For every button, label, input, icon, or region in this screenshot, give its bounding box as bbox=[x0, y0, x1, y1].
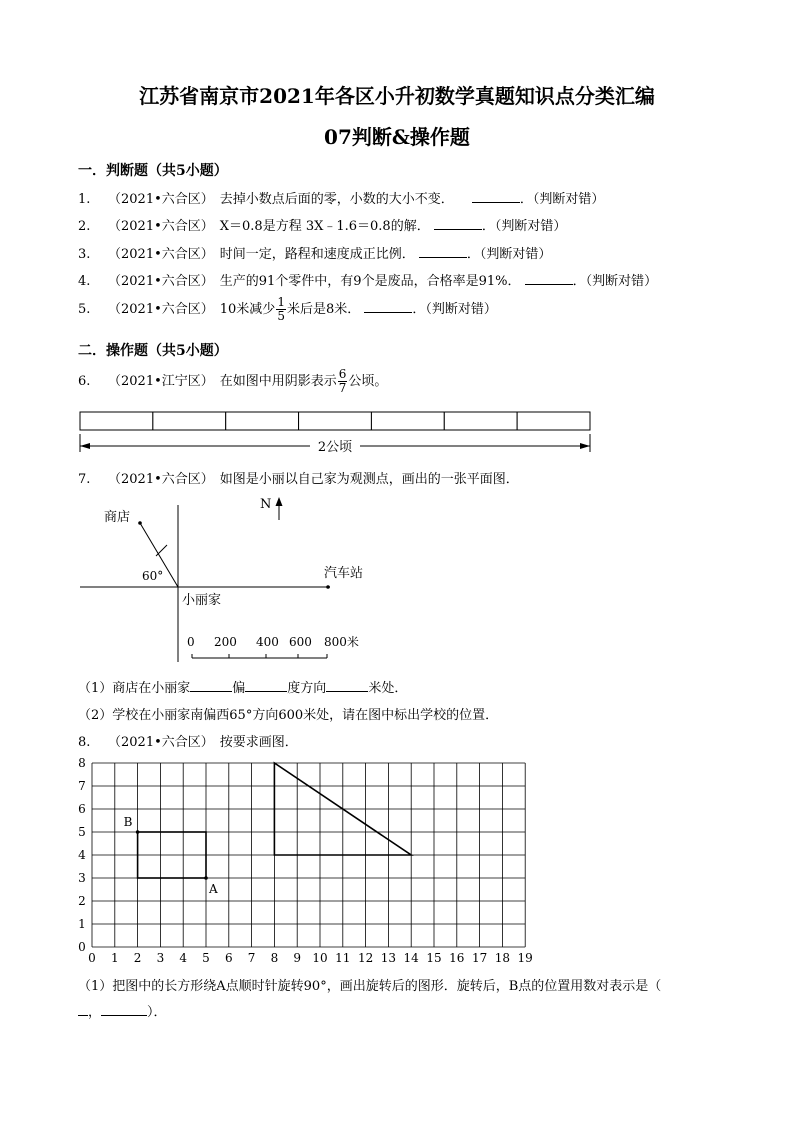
q5-frac-denominator: 5 bbox=[277, 309, 285, 323]
q8-x-label: 3 bbox=[156, 951, 165, 965]
q4-tail: ．（判断对错） bbox=[572, 274, 658, 289]
q8-y-label: 1 bbox=[78, 917, 86, 931]
q6-frac-numerator: 6 bbox=[338, 367, 347, 381]
q8-sub1-text-c: ）． bbox=[147, 1005, 167, 1020]
q6-bar-segment[interactable] bbox=[153, 412, 226, 430]
q8-y-label: 0 bbox=[78, 940, 86, 954]
q7-angle-label: 60° bbox=[142, 569, 164, 583]
question-6 bbox=[78, 368, 387, 395]
q7-sub1-blank-degree[interactable] bbox=[326, 679, 368, 692]
question-7 bbox=[78, 468, 519, 487]
q6-bar-segment[interactable] bbox=[80, 412, 153, 430]
q7-number: 7. bbox=[78, 472, 91, 487]
q7-home-label: 小丽家 bbox=[182, 593, 222, 608]
question-1 bbox=[78, 188, 604, 207]
q8-y-label: 5 bbox=[78, 825, 86, 839]
q8-x-label: 6 bbox=[224, 951, 233, 965]
q7-sub1-text-c: 度方向 bbox=[287, 681, 327, 696]
q6-source: （2021•江宁区） bbox=[108, 374, 214, 389]
q7-bus-point[interactable] bbox=[326, 585, 330, 589]
q5-text-a: 10米减少 bbox=[219, 302, 276, 317]
q8-text: 按要求画图． bbox=[219, 735, 298, 750]
q3-number: 3. bbox=[78, 247, 91, 262]
q7-scale-label: 0 bbox=[187, 635, 195, 649]
q8-x-label: 8 bbox=[270, 951, 279, 965]
q4-number: 4. bbox=[78, 274, 91, 289]
title-line2: 07判断&操作题 bbox=[324, 125, 470, 149]
q6-bar-label: 2公顷 bbox=[317, 440, 353, 455]
q7-sub1-text-b: 偏 bbox=[232, 681, 246, 696]
q5-source: （2021•六合区） bbox=[108, 302, 214, 317]
q1-tail: ．（判断对错） bbox=[519, 192, 605, 207]
q8-sub1-blank-y[interactable] bbox=[101, 1003, 147, 1016]
q1-answer-blank[interactable] bbox=[472, 190, 520, 203]
q3-text: 时间一定，路程和速度成正比例． bbox=[219, 247, 415, 262]
q8-point-b-label: B bbox=[123, 815, 133, 829]
q5-tail: ．（判断对错） bbox=[412, 302, 497, 317]
q7-angle-mark bbox=[156, 545, 167, 556]
q8-sub1-text-a: （1）把图中的长方形绕A点顺时针旋转90°，画出旋转后的图形．旋转后，B点的位置用数对表示是（ bbox=[78, 979, 662, 994]
q6-bar[interactable] bbox=[80, 412, 590, 430]
q6-text-b: 公顷。 bbox=[348, 374, 388, 389]
q8-y-label: 4 bbox=[78, 848, 86, 862]
question-8 bbox=[78, 731, 298, 750]
q2-tail: ．（判断对错） bbox=[481, 219, 567, 234]
q7-shop-point[interactable] bbox=[138, 521, 142, 525]
q5-text-b: 米后是8米． bbox=[286, 302, 361, 317]
q7-scale-label: 800米 bbox=[324, 635, 359, 649]
q2-answer-blank[interactable] bbox=[434, 217, 482, 230]
q2-source: （2021•六合区） bbox=[108, 219, 214, 234]
q7-scale-ticks bbox=[192, 654, 327, 658]
q7-north-label: N bbox=[260, 497, 272, 512]
question-4 bbox=[78, 270, 657, 289]
q3-tail: ．（判断对错） bbox=[466, 247, 552, 262]
q8-number: 8. bbox=[78, 735, 91, 750]
q6-bar-segment[interactable] bbox=[371, 412, 444, 430]
q8-x-label: 5 bbox=[202, 951, 210, 965]
q8-point-a-label: A bbox=[209, 882, 218, 896]
q8-x-label: 4 bbox=[179, 951, 188, 965]
q8-y-label: 7 bbox=[78, 779, 86, 793]
q7-shop-label: 商店 bbox=[104, 510, 131, 525]
q6-fraction bbox=[338, 368, 348, 395]
q2-text: X＝0.8是方程 3X﹣1.6＝0.8的解． bbox=[219, 219, 430, 234]
q8-sub1-text-b: ， bbox=[88, 1005, 102, 1020]
q7-subquestion-2: （2）学校在小丽家南偏西65°方向600米处，请在图中标出学校的位置． bbox=[78, 708, 499, 723]
q1-number: 1. bbox=[78, 192, 91, 207]
q7-source: （2021•六合区） bbox=[108, 472, 214, 487]
q8-y-label: 6 bbox=[78, 802, 86, 816]
q8-x-label: 2 bbox=[133, 951, 142, 965]
q7-sub1-text-d: 米处． bbox=[368, 681, 408, 696]
q8-subquestion-1-cont bbox=[78, 1001, 167, 1020]
q7-sub1-blank-side[interactable] bbox=[245, 679, 287, 692]
q6-number: 6. bbox=[78, 374, 91, 389]
q3-source: （2021•六合区） bbox=[108, 247, 214, 262]
q4-text: 生产的91个零件中，有9个是废品，合格率是91%． bbox=[219, 274, 521, 289]
q8-point-a[interactable] bbox=[204, 876, 208, 880]
q8-grid-figure bbox=[70, 755, 540, 967]
q8-subquestion-1 bbox=[78, 975, 661, 994]
q5-number: 5. bbox=[78, 302, 91, 317]
q7-scale-label: 200 bbox=[214, 635, 237, 649]
q8-x-label: 19 bbox=[517, 951, 533, 965]
q8-x-label: 15 bbox=[426, 951, 442, 965]
q8-x-label: 0 bbox=[88, 951, 96, 965]
q7-bus-label: 汽车站 bbox=[324, 566, 364, 581]
q6-bar-segment[interactable] bbox=[444, 412, 517, 430]
q3-answer-blank[interactable] bbox=[419, 245, 467, 258]
q8-x-label: 13 bbox=[380, 951, 397, 965]
q7-subquestion-1 bbox=[78, 677, 407, 696]
q5-fraction bbox=[276, 296, 286, 323]
section2-heading: 二．操作题（共5小题） bbox=[78, 343, 228, 359]
q8-x-label: 14 bbox=[403, 951, 419, 965]
q6-frac-denominator: 7 bbox=[338, 381, 347, 395]
q8-point-b[interactable] bbox=[136, 830, 140, 834]
q8-y-label: 3 bbox=[78, 871, 86, 885]
q6-bar-segment[interactable] bbox=[299, 412, 372, 430]
q8-y-label: 2 bbox=[78, 894, 86, 908]
q8-x-label: 10 bbox=[312, 951, 328, 965]
q1-text: 去掉小数点后面的零，小数的大小不变． bbox=[219, 192, 454, 207]
q2-number: 2. bbox=[78, 219, 91, 234]
q6-arrow-right bbox=[580, 443, 590, 449]
q6-text-a: 在如图中用阴影表示 bbox=[219, 374, 337, 389]
q6-arrow-left bbox=[80, 443, 90, 449]
q8-x-label: 17 bbox=[471, 951, 488, 965]
q8-source: （2021•六合区） bbox=[108, 735, 214, 750]
q7-text: 如图是小丽以自己家为观测点，画出的一张平面图． bbox=[219, 472, 519, 487]
q8-sub1-blank-x[interactable] bbox=[78, 1003, 88, 1016]
q7-sub1-blank-direction[interactable] bbox=[190, 679, 232, 692]
q8-y-label: 8 bbox=[78, 756, 86, 770]
q8-x-label: 9 bbox=[293, 951, 302, 965]
q7-scale-label: 400 bbox=[256, 635, 279, 649]
title-line1: 江苏省南京市2021年各区小升初数学真题知识点分类汇编 bbox=[139, 84, 655, 108]
question-2 bbox=[78, 215, 566, 234]
q8-shapes bbox=[124, 763, 412, 896]
question-5 bbox=[78, 296, 497, 323]
q5-answer-blank[interactable] bbox=[364, 300, 412, 313]
q1-source: （2021•六合区） bbox=[108, 192, 214, 207]
q8-grid bbox=[78, 756, 533, 965]
q7-sub1-text-a: （1）商店在小丽家 bbox=[78, 681, 191, 696]
q7-north-arrow-icon bbox=[276, 497, 283, 506]
q7-map bbox=[70, 490, 390, 670]
q7-scale-label: 600 bbox=[289, 635, 312, 649]
q8-x-label: 12 bbox=[357, 951, 374, 965]
q8-x-label: 7 bbox=[247, 951, 256, 965]
section1-heading: 一．判断题（共5小题） bbox=[78, 163, 228, 179]
q6-bar-figure bbox=[74, 408, 600, 458]
q8-x-label: 18 bbox=[494, 951, 511, 965]
q4-source: （2021•六合区） bbox=[108, 274, 214, 289]
q8-x-label: 1 bbox=[110, 951, 119, 965]
q4-answer-blank[interactable] bbox=[525, 272, 573, 285]
question-3 bbox=[78, 243, 551, 262]
q6-bar-segment[interactable] bbox=[226, 412, 299, 430]
q8-x-label: 16 bbox=[449, 951, 465, 965]
q5-frac-numerator: 1 bbox=[277, 295, 285, 309]
q6-bar-segment[interactable] bbox=[517, 412, 590, 430]
q8-x-label: 11 bbox=[335, 951, 351, 965]
